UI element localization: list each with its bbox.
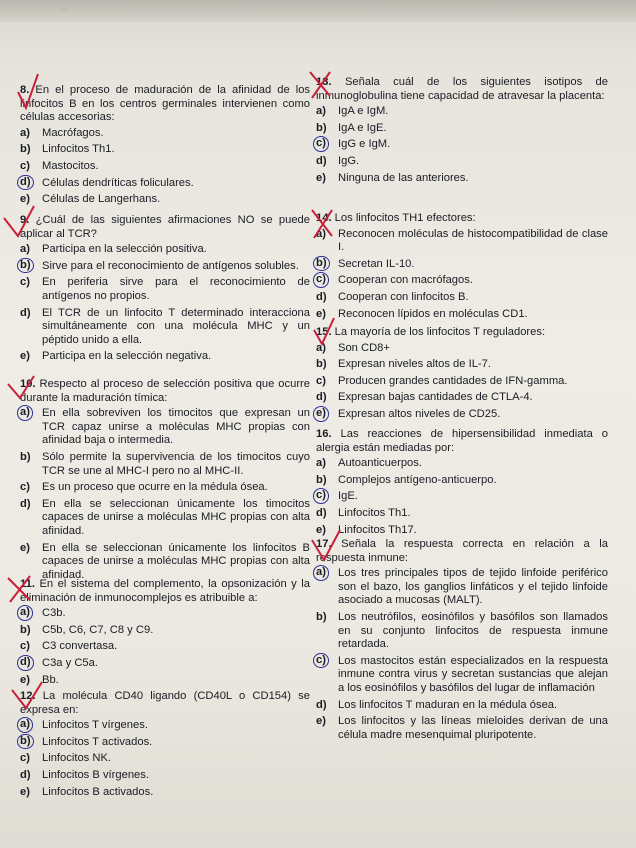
option-text: C3a y C5a. [42, 656, 98, 669]
circled-option-letter: a) [17, 605, 33, 621]
option-text: Reconocen lípidos en moléculas CD1. [338, 307, 528, 320]
option-text: En ella sobreviven los timocitos que expresan un TCR capaz unirse a moléculas MHC propias con afinidad baja o intermedia. [42, 407, 310, 447]
option-text: Linfocitos Th1. [338, 506, 411, 519]
option-text: Participa en la selección positiva. [42, 243, 207, 256]
option-text: Los mastocitos están especializados en la respuesta inmune contra virus y secretan sustancias que alejan a los eosinófilos y basófilos del lugar de inflamación [338, 654, 608, 694]
check-mark-q17 [312, 530, 340, 560]
option-letter: d) [20, 497, 31, 510]
option-text: C5b, C6, C7, C8 y C9. [42, 623, 154, 636]
option-text: C3 convertasa. [42, 640, 118, 653]
circled-option-letter: d) [17, 175, 34, 191]
circled-option-letter: b) [313, 256, 330, 272]
option-letter: e) [316, 171, 326, 184]
circled-option-letter: e) [313, 406, 329, 422]
option-text: Los tres principales tipos de tejido linfoide periférico son el bazo, los ganglios linfáticos y el tejido linfoide asociado a mucosas (MALT). [338, 567, 608, 607]
question-number: 15. [316, 326, 332, 338]
question-number: 10. [20, 378, 36, 390]
option-letter: e) [316, 715, 326, 728]
option-letter: a) [316, 457, 326, 470]
option-text: Secretan IL-10. [338, 257, 415, 270]
option-letter: e) [316, 307, 326, 320]
option-text: Reconocen moléculas de histocompatibilidad de clase I. [338, 227, 608, 254]
option-letter: a) [20, 126, 30, 139]
option-letter: d) [316, 290, 327, 303]
option-text: Linfocitos Th1. [42, 143, 115, 156]
option-letter: c) [20, 752, 30, 765]
option-letter: e) [20, 541, 30, 554]
option-letter: d) [20, 768, 31, 781]
question-number: 8. [20, 84, 30, 96]
option-text: Células de Langerhans. [42, 193, 161, 206]
option-letter: c) [20, 640, 30, 653]
option-text: IgG. [338, 154, 360, 167]
option-text: Participa en la selección negativa. [42, 350, 212, 363]
option-letter: c) [20, 481, 30, 494]
question-number: 9. [20, 214, 30, 226]
option-text: Mastocitos. [42, 159, 99, 172]
option-text: Bb. [42, 673, 59, 686]
option-letter: e) [20, 350, 30, 363]
option-text: Cooperan con macrófagos. [338, 274, 473, 287]
option-letter: a) [316, 341, 326, 354]
option-text: IgA e IgE. [338, 121, 387, 134]
option-text: Es un proceso que ocurre en la médula ósea. [42, 481, 268, 494]
option-letter: b) [316, 121, 327, 134]
option-letter: d) [316, 154, 327, 167]
option-letter: d) [316, 698, 327, 711]
option-letter: d) [316, 506, 327, 519]
option-letter: b) [316, 473, 327, 486]
circled-option-letter: a) [313, 565, 329, 581]
option-text: Sirve para el reconocimiento de antígenos solubles. [42, 259, 299, 272]
question-number: 14. [316, 212, 332, 224]
circled-option-letter: a) [17, 717, 33, 733]
question-text: Señala la respuesta correcta en relación a la respuesta inmune: [316, 538, 608, 564]
check-mark-q10 [8, 376, 34, 398]
option-letter: d) [316, 391, 327, 404]
question-text: Respecto al proceso de selección positiva que ocurre durante la maduración tímica: [20, 378, 310, 404]
option-letter: b) [20, 623, 31, 636]
option-text: Linfocitos T activados. [42, 735, 153, 748]
question-text: En el sistema del complemento, la opsonización y la eliminación de inmunocomplejos es atribuible a: [20, 578, 311, 604]
option-letter: e) [316, 523, 326, 536]
option-text: Sólo permite la supervivencia de los timocitos cuyo TCR se une al MHC-I pero no al MHC-II. [42, 450, 310, 477]
option-text: Expresan bajas cantidades de CTLA-4. [338, 391, 533, 404]
option-text: En periferia sirve para el reconocimiento de antígenos no propios. [42, 276, 310, 302]
option-text: Producen grandes cantidades de IFN-gamma. [338, 374, 568, 387]
option-letter: e) [20, 785, 30, 798]
question-text: La mayoría de los linfocitos T reguladores: [334, 326, 546, 338]
circled-option-letter: c) [313, 136, 329, 152]
question-text: Señala cuál de los siguientes isotipos de inmunoglobulina tiene capacidad de atravesar la placenta: [316, 76, 608, 102]
option-letter: b) [316, 610, 327, 623]
option-text: Autoanticuerpos. [338, 457, 422, 470]
option-text: C3b. [42, 607, 66, 620]
circled-option-letter: c) [313, 272, 329, 288]
option-text: Son CD8+ [338, 341, 390, 354]
option-letter: e) [20, 673, 30, 686]
circled-option-letter: d) [17, 655, 34, 671]
option-letter: b) [316, 358, 327, 371]
option-text: Expresan niveles altos de IL-7. [338, 358, 491, 371]
option-text: Células dendríticas foliculares. [42, 176, 194, 189]
option-letter: b) [20, 450, 31, 463]
question-number: 11. [20, 578, 35, 590]
option-letter: a) [316, 227, 326, 240]
option-text: Linfocitos NK. [42, 752, 112, 765]
cross-mark-q13 [310, 72, 330, 98]
check-mark-q12 [12, 682, 42, 708]
circled-option-letter: a) [17, 405, 33, 421]
question-number: 17. [316, 538, 332, 550]
check-mark-q9 [4, 206, 34, 236]
question-text: Las reacciones de hipersensibilidad inmediata o alergia están mediadas por: [316, 428, 608, 454]
option-letter: e) [20, 193, 30, 206]
option-text: IgA e IgM. [338, 105, 389, 118]
option-text: Linfocitos T vírgenes. [42, 719, 148, 732]
question-number: 13. [316, 76, 332, 88]
option-letter: c) [20, 276, 30, 289]
option-text: El TCR de un linfocito T determinado interacciona simultáneamente con una molécula MHC y un péptido unido a ella. [42, 306, 310, 346]
option-letter: c) [20, 159, 30, 172]
option-text: Ninguna de las anteriores. [338, 171, 469, 184]
option-text: Expresan altos niveles de CD25. [338, 407, 501, 420]
option-letter: c) [316, 374, 326, 387]
option-text: En ella se seleccionan únicamente los timocitos capaces de unirse a moléculas MHC propias con alta afinidad. [42, 497, 310, 537]
option-text: Los linfocitos y las líneas mieloides derivan de una célula madre mesenquimal pluripotente. [338, 715, 608, 741]
option-text: IgG e IgM. [338, 138, 391, 151]
circled-option-letter: b) [17, 734, 34, 750]
option-letter: a) [20, 243, 30, 256]
option-letter: a) [316, 105, 326, 118]
question-text: En el proceso de maduración de la afinidad de los linfocitos B en los centros germinales intervienen como células accesorias: [20, 84, 311, 124]
cross-mark-q14 [312, 210, 332, 238]
circled-option-letter: c) [313, 653, 329, 669]
option-text: Cooperan con linfocitos B. [338, 290, 469, 303]
question-number: 16. [316, 428, 332, 440]
check-mark-q8 [18, 74, 38, 108]
circled-option-letter: b) [17, 258, 34, 274]
option-text: IgE. [338, 490, 358, 503]
option-text: Linfocitos B vírgenes. [42, 768, 149, 781]
option-text: En ella se seleccionan únicamente los linfocitos B capaces de unirse a moléculas MHC propias con alta afinidad. [42, 541, 310, 581]
option-text: Linfocitos Th17. [338, 523, 417, 536]
option-text: Linfocitos B activados. [42, 785, 154, 798]
question-text: La molécula CD40 ligando (CD40L o CD154) se expresa en: [20, 690, 310, 716]
option-text: Los neutrófilos, eosinófilos y basófilos son llamados en su conjunto linfocitos de respuesta inmune retardada. [338, 610, 608, 651]
option-text: Los linfocitos T maduran en la médula ósea. [338, 698, 558, 711]
question-text: Los linfocitos TH1 efectores: [334, 212, 476, 224]
circled-option-letter: c) [313, 488, 329, 504]
question-number: 12. [20, 690, 36, 702]
check-mark-q15 [314, 318, 334, 344]
option-letter: d) [20, 306, 31, 319]
faint-header-text: ... [60, 2, 68, 12]
option-letter: b) [20, 143, 31, 156]
option-text: Complejos antígeno-anticuerpo. [338, 473, 497, 486]
question-text: ¿Cuál de las siguientes afirmaciones NO se puede aplicar al TCR? [20, 214, 310, 240]
option-text: Macrófagos. [42, 126, 104, 139]
cross-mark-q11 [8, 576, 30, 602]
